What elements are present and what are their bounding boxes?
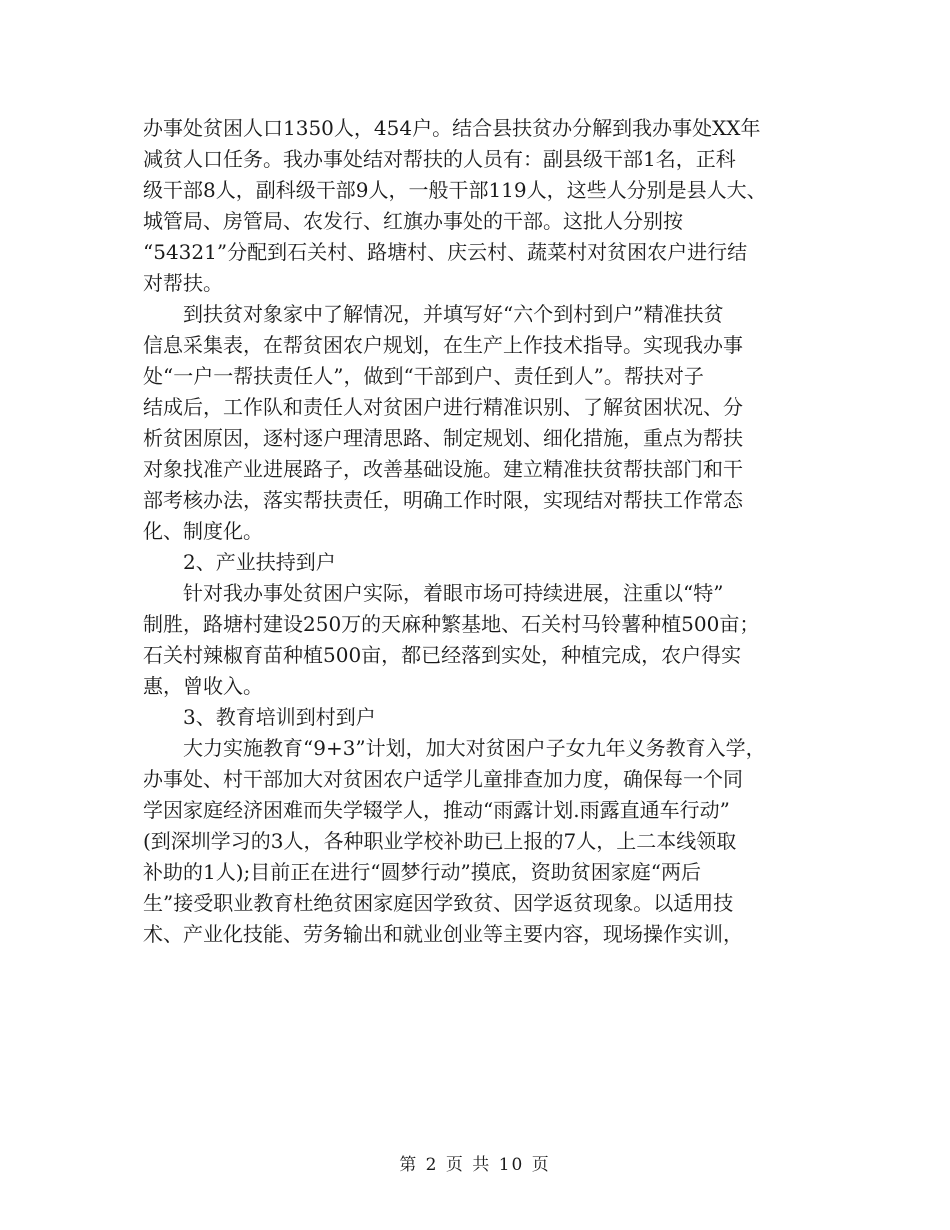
document-body bbox=[143, 113, 833, 950]
text-line: 部考核办法，落实帮扶责任，明确工作时限，实现结对帮扶工作常态 bbox=[143, 488, 743, 512]
text-line: 对帮扶。 bbox=[143, 271, 223, 295]
text-line: 办事处贫困人口1350人，454户。结合县扶贫办分解到我办事处XX年 bbox=[143, 116, 761, 140]
page-number-footer: 第 2 页 共 10 页 bbox=[399, 1155, 551, 1175]
section-heading: 3、教育培训到村到户 bbox=[183, 705, 376, 729]
paragraph-1 bbox=[143, 113, 833, 299]
text-line: 学因家庭经济困难而失学辍学人，推动“雨露计划.雨露直通车行动” bbox=[143, 798, 730, 822]
text-line: 信息采集表，在帮贫困农户规划，在生产上作技术指导。实现我办事 bbox=[143, 333, 743, 357]
text-line: 生”接受职业教育杜绝贫困家庭因学致贫、因学返贫现象。以适用技 bbox=[143, 891, 734, 915]
text-line: 石关村辣椒育苗种植500亩，都已经落到实处，种植完成，农户得实 bbox=[143, 643, 742, 667]
text-line: 减贫人口任务。我办事处结对帮扶的人员有：副县级干部1名，正科 bbox=[143, 147, 736, 171]
text-line: “54321”分配到石关村、路塘村、庆云村、蔬菜村对贫困农户进行结 bbox=[143, 240, 748, 264]
text-line: (到深圳学习的3人，各种职业学校补助已上报的7人，上二本线领取 bbox=[143, 829, 737, 853]
paragraph-6 bbox=[143, 733, 833, 950]
text-line: 惠，曾收入。 bbox=[143, 674, 263, 698]
paragraph-4 bbox=[143, 578, 833, 702]
section-heading-industry bbox=[143, 547, 833, 578]
text-line: 对象找准产业进展路子，改善基础设施。建立精准扶贫帮扶部门和干 bbox=[143, 457, 743, 481]
text-line: 级干部8人，副科级干部9人，一般干部119人，这些人分别是县人大、 bbox=[143, 178, 767, 202]
text-line: 化、制度化。 bbox=[143, 519, 263, 543]
text-line: 补助的1人);目前正在进行“圆梦行动”摸底，资助贫困家庭“两后 bbox=[143, 860, 701, 884]
section-heading-education bbox=[143, 702, 833, 733]
text-line: 办事处、村干部加大对贫困农户适学儿童排查加力度，确保每一个同 bbox=[143, 767, 743, 791]
text-line: 处“一户一帮扶责任人”，做到“干部到户、责任到人”。帮扶对子 bbox=[143, 364, 704, 388]
text-line: 术、产业化技能、劳务输出和就业创业等主要内容，现场操作实训， bbox=[143, 922, 743, 946]
text-line: 大力实施教育“9+3”计划，加大对贫困户子女九年义务教育入学， bbox=[183, 736, 766, 760]
text-line: 结成后，工作队和责任人对贫困户进行精准识别、了解贫困状况、分 bbox=[143, 395, 743, 419]
text-line: 针对我办事处贫困户实际，着眼市场可持续进展，注重以“特” bbox=[183, 581, 724, 605]
text-line: 到扶贫对象家中了解情况，并填写好“六个到村到户”精准扶贫 bbox=[183, 302, 724, 326]
paragraph-2 bbox=[143, 299, 833, 547]
text-line: 析贫困原因，逐村逐户理清思路、制定规划、细化措施，重点为帮扶 bbox=[143, 426, 743, 450]
section-heading: 2、产业扶持到户 bbox=[183, 550, 336, 574]
text-line: 城管局、房管局、农发行、红旗办事处的干部。这批人分别按 bbox=[143, 209, 683, 233]
text-line: 制胜，路塘村建设250万的天麻种繁基地、石关村马铃薯种植500亩； bbox=[143, 612, 760, 636]
